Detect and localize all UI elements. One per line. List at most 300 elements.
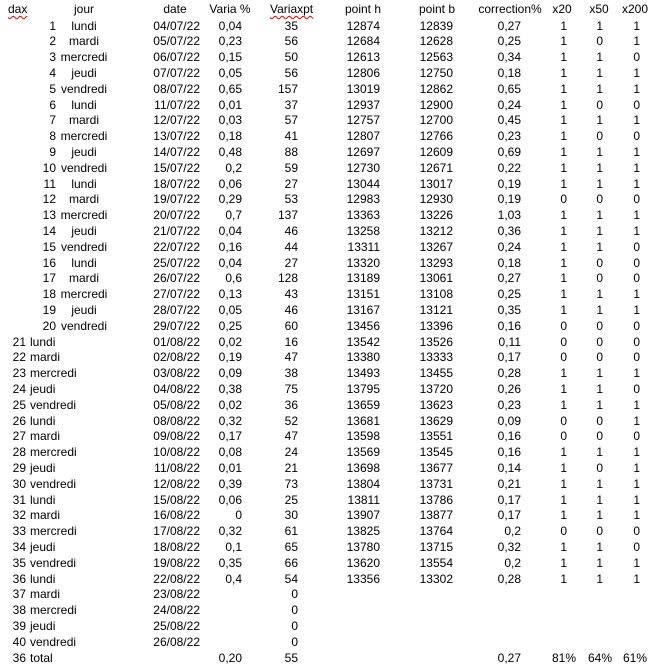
cell-variaxpt: 0 (258, 603, 298, 619)
cell-point-b: 12839 (413, 19, 453, 35)
cell-correction: 0,24 (476, 240, 521, 256)
cell-point-b (413, 619, 453, 635)
cell-point-h (340, 587, 380, 603)
table-row (0, 34, 669, 50)
cell-point-h: 13795 (340, 382, 380, 398)
cell-dax: 35 (0, 556, 26, 572)
cell-variaxpt: 56 (258, 34, 298, 50)
cell-correction: 0,18 (476, 66, 521, 82)
total-x200: 61% (619, 651, 647, 666)
table-row (0, 98, 669, 114)
cell-correction: 0,25 (476, 287, 521, 303)
cell-x20 (548, 635, 567, 651)
cell-jour: lundi (60, 98, 108, 114)
cell-x20: 1 (548, 161, 567, 177)
cell-dax: 6 (0, 98, 56, 114)
cell-x20: 1 (548, 382, 567, 398)
cell-date: 16/08/22 (140, 508, 200, 524)
cell-point-h: 12684 (340, 34, 380, 50)
cell-variaxpt: 24 (258, 445, 298, 461)
cell-point-b: 13061 (413, 271, 453, 287)
cell-dax: 15 (0, 240, 56, 256)
table-row (0, 129, 669, 145)
cell-x20: 1 (548, 145, 567, 161)
cell-dax: 2 (0, 34, 56, 50)
cell-point-b (413, 587, 453, 603)
cell-correction: 0,25 (476, 34, 521, 50)
cell-variaxpt: 50 (258, 50, 298, 66)
cell-point-b: 12609 (413, 145, 453, 161)
cell-point-h (340, 635, 380, 651)
cell-correction: 0,23 (476, 398, 521, 414)
cell-varia: 0,23 (200, 34, 242, 50)
cell-variaxpt: 38 (258, 366, 298, 382)
cell-point-b: 13554 (413, 556, 453, 572)
cell-x50: 1 (584, 445, 603, 461)
cell-point-h: 13189 (340, 271, 380, 287)
cell-x200: 0 (621, 271, 640, 287)
cell-x200: 1 (621, 461, 640, 477)
cell-correction: 0,17 (476, 350, 521, 366)
cell-x20: 1 (548, 287, 567, 303)
table-row (0, 224, 669, 240)
table-row (0, 192, 669, 208)
cell-variaxpt: 157 (258, 82, 298, 98)
cell-date: 25/08/22 (140, 619, 200, 635)
cell-correction: 0,19 (476, 192, 521, 208)
cell-x20: 0 (548, 335, 567, 351)
cell-correction: 0,11 (476, 335, 521, 351)
cell-x50: 1 (584, 493, 603, 509)
header-x50: x50 (588, 2, 610, 18)
cell-date: 29/07/22 (140, 319, 200, 335)
cell-x50: 0 (584, 98, 603, 114)
cell-date: 05/08/22 (140, 398, 200, 414)
cell-x50: 0 (584, 271, 603, 287)
cell-point-b: 13715 (413, 540, 453, 556)
cell-x200: 0 (621, 50, 640, 66)
cell-jour: jeudi (30, 619, 90, 635)
header-varia: Varia % (205, 2, 255, 18)
cell-dax: 14 (0, 224, 56, 240)
cell-variaxpt: 25 (258, 493, 298, 509)
cell-jour: mardi (60, 34, 108, 50)
cell-varia: 0,17 (200, 429, 242, 445)
cell-dax: 19 (0, 303, 56, 319)
cell-point-h: 13811 (340, 493, 380, 509)
cell-x200: 1 (621, 508, 640, 524)
cell-varia: 0,39 (200, 477, 242, 493)
cell-x50: 0 (584, 256, 603, 272)
cell-dax: 32 (0, 508, 26, 524)
cell-jour: jeudi (60, 66, 108, 82)
cell-point-h: 13151 (340, 287, 380, 303)
cell-x50: 1 (584, 19, 603, 35)
cell-x20: 1 (548, 508, 567, 524)
cell-varia: 0,04 (200, 256, 242, 272)
cell-jour: mardi (60, 192, 108, 208)
cell-dax: 25 (0, 398, 26, 414)
cell-point-b: 13121 (413, 303, 453, 319)
cell-x50: 0 (584, 335, 603, 351)
cell-point-h: 13542 (340, 335, 380, 351)
cell-variaxpt: 0 (258, 635, 298, 651)
table-row (0, 587, 669, 603)
cell-x200: 0 (621, 256, 640, 272)
cell-varia: 0,03 (200, 113, 242, 129)
cell-x50 (584, 587, 603, 603)
cell-date: 08/08/22 (140, 414, 200, 430)
cell-x20: 0 (548, 414, 567, 430)
cell-point-h: 13356 (340, 572, 380, 588)
cell-varia: 0,15 (200, 50, 242, 66)
table-row (0, 113, 669, 129)
cell-point-b: 12862 (413, 82, 453, 98)
cell-variaxpt: 46 (258, 224, 298, 240)
cell-jour: lundi (30, 414, 90, 430)
cell-x50 (584, 603, 603, 619)
cell-varia: 0,06 (200, 493, 242, 509)
cell-correction: 0,19 (476, 177, 521, 193)
cell-varia: 0,06 (200, 177, 242, 193)
cell-x20: 0 (548, 524, 567, 540)
cell-point-b: 12563 (413, 50, 453, 66)
cell-date: 10/08/22 (140, 445, 200, 461)
cell-point-h: 13620 (340, 556, 380, 572)
cell-varia: 0,32 (200, 414, 242, 430)
cell-date: 17/08/22 (140, 524, 200, 540)
cell-jour: mardi (30, 350, 90, 366)
cell-date: 15/07/22 (140, 161, 200, 177)
cell-date: 11/07/22 (140, 98, 200, 114)
cell-varia: 0,1 (200, 540, 242, 556)
cell-x200: 0 (621, 335, 640, 351)
cell-point-h: 12983 (340, 192, 380, 208)
cell-x50: 0 (584, 524, 603, 540)
cell-x20 (548, 587, 567, 603)
cell-x200: 1 (621, 224, 640, 240)
cell-point-h: 12874 (340, 19, 380, 35)
cell-variaxpt: 53 (258, 192, 298, 208)
cell-date: 09/08/22 (140, 429, 200, 445)
cell-varia: 0,32 (200, 524, 242, 540)
cell-date: 27/07/22 (140, 287, 200, 303)
cell-point-h (340, 603, 380, 619)
cell-jour: lundi (30, 493, 90, 509)
cell-point-h: 13019 (340, 82, 380, 98)
header-point-h: point h (338, 2, 388, 18)
cell-correction: 0,16 (476, 319, 521, 335)
cell-jour: lundi (60, 177, 108, 193)
cell-variaxpt: 0 (258, 619, 298, 635)
table-row (0, 366, 669, 382)
cell-point-h: 13044 (340, 177, 380, 193)
cell-date: 19/08/22 (140, 556, 200, 572)
cell-correction (476, 603, 521, 619)
cell-date: 15/08/22 (140, 493, 200, 509)
cell-x200: 1 (621, 145, 640, 161)
cell-jour: lundi (30, 572, 90, 588)
cell-date: 22/08/22 (140, 572, 200, 588)
cell-varia: 0,18 (200, 129, 242, 145)
cell-point-h: 13598 (340, 429, 380, 445)
cell-varia: 0,05 (200, 303, 242, 319)
cell-variaxpt: 47 (258, 429, 298, 445)
cell-x200: 0 (621, 382, 640, 398)
cell-x20: 1 (548, 208, 567, 224)
cell-dax: 29 (0, 461, 26, 477)
cell-correction: 0,16 (476, 445, 521, 461)
table-row (0, 414, 669, 430)
cell-date: 04/07/22 (140, 19, 200, 35)
cell-date: 19/07/22 (140, 192, 200, 208)
cell-dax: 40 (0, 635, 26, 651)
cell-variaxpt: 47 (258, 350, 298, 366)
cell-x200: 1 (621, 34, 640, 50)
cell-varia: 0,08 (200, 445, 242, 461)
cell-point-b: 13526 (413, 335, 453, 351)
cell-jour: lundi (30, 335, 90, 351)
cell-x20: 0 (548, 319, 567, 335)
cell-dax: 4 (0, 66, 56, 82)
cell-x50: 1 (584, 508, 603, 524)
cell-variaxpt: 54 (258, 572, 298, 588)
cell-date: 14/07/22 (140, 145, 200, 161)
cell-point-h: 13681 (340, 414, 380, 430)
cell-point-h: 12730 (340, 161, 380, 177)
cell-x20: 1 (548, 461, 567, 477)
cell-x200: 1 (621, 19, 640, 35)
cell-dax: 18 (0, 287, 56, 303)
cell-x20: 0 (548, 429, 567, 445)
total-correction: 0,27 (476, 651, 521, 666)
cell-x20: 1 (548, 224, 567, 240)
cell-dax: 10 (0, 161, 56, 177)
cell-point-b: 13720 (413, 382, 453, 398)
cell-point-h: 12937 (340, 98, 380, 114)
cell-dax: 21 (0, 335, 26, 351)
table-row (0, 508, 669, 524)
cell-x20: 1 (548, 540, 567, 556)
cell-jour: mercredi (30, 603, 90, 619)
cell-dax: 13 (0, 208, 56, 224)
cell-x200: 1 (621, 113, 640, 129)
total-variaxpt: 55 (258, 651, 298, 666)
table-row (0, 429, 669, 445)
total-x20: 81% (548, 651, 576, 666)
cell-jour: mardi (30, 587, 90, 603)
cell-varia: 0,04 (200, 19, 242, 35)
cell-correction: 0,16 (476, 429, 521, 445)
cell-point-b: 13677 (413, 461, 453, 477)
header-dax: dax (8, 2, 38, 18)
cell-varia: 0,05 (200, 66, 242, 82)
cell-x20: 1 (548, 256, 567, 272)
cell-variaxpt: 59 (258, 161, 298, 177)
table-row (0, 256, 669, 272)
total-x50: 64% (584, 651, 612, 666)
cell-x20: 1 (548, 493, 567, 509)
cell-date: 20/07/22 (140, 208, 200, 224)
table-row (0, 540, 669, 556)
cell-correction: 0,2 (476, 556, 521, 572)
cell-point-b: 13623 (413, 398, 453, 414)
cell-correction: 0,27 (476, 271, 521, 287)
cell-point-b: 13731 (413, 477, 453, 493)
table-row (0, 398, 669, 414)
cell-x50: 1 (584, 161, 603, 177)
cell-variaxpt: 56 (258, 66, 298, 82)
cell-point-b: 13764 (413, 524, 453, 540)
cell-point-h: 13380 (340, 350, 380, 366)
cell-dax: 26 (0, 414, 26, 430)
cell-x20: 1 (548, 34, 567, 50)
cell-x50: 0 (584, 34, 603, 50)
cell-jour: vendredi (30, 635, 90, 651)
cell-point-b: 13226 (413, 208, 453, 224)
cell-variaxpt: 52 (258, 414, 298, 430)
cell-variaxpt: 36 (258, 398, 298, 414)
cell-x20: 1 (548, 303, 567, 319)
cell-x200: 1 (621, 493, 640, 509)
table-row (0, 271, 669, 287)
cell-x200: 1 (621, 398, 640, 414)
cell-jour: lundi (60, 256, 108, 272)
cell-dax: 1 (0, 19, 56, 35)
cell-point-h: 13659 (340, 398, 380, 414)
cell-jour: mercredi (60, 208, 108, 224)
table-row (0, 619, 669, 635)
cell-dax: 33 (0, 524, 26, 540)
header-x20: x20 (552, 2, 572, 18)
cell-varia (200, 603, 242, 619)
cell-varia (200, 587, 242, 603)
cell-x20: 1 (548, 477, 567, 493)
cell-x200 (621, 603, 640, 619)
cell-date: 03/08/22 (140, 366, 200, 382)
total-count: 36 (0, 651, 26, 666)
cell-x200: 1 (621, 82, 640, 98)
cell-point-b: 13545 (413, 445, 453, 461)
cell-varia: 0,6 (200, 271, 242, 287)
cell-correction: 0,36 (476, 224, 521, 240)
cell-varia: 0,04 (200, 224, 242, 240)
cell-jour: jeudi (60, 145, 108, 161)
cell-jour: vendredi (60, 82, 108, 98)
cell-varia: 0,13 (200, 287, 242, 303)
cell-point-h: 13258 (340, 224, 380, 240)
cell-variaxpt: 35 (258, 19, 298, 35)
cell-varia: 0,16 (200, 240, 242, 256)
cell-point-b (413, 603, 453, 619)
cell-point-b: 13877 (413, 508, 453, 524)
table-row (0, 145, 669, 161)
cell-point-h: 13456 (340, 319, 380, 335)
cell-jour: vendredi (60, 319, 108, 335)
cell-x50: 0 (584, 129, 603, 145)
cell-jour: vendredi (60, 240, 108, 256)
cell-variaxpt: 66 (258, 556, 298, 572)
cell-correction: 0,65 (476, 82, 521, 98)
cell-jour: mardi (60, 271, 108, 287)
cell-jour: mercredi (60, 287, 108, 303)
cell-variaxpt: 88 (258, 145, 298, 161)
table-row (0, 50, 669, 66)
header-correction: correction% (476, 2, 544, 18)
cell-date: 26/08/22 (140, 635, 200, 651)
cell-date: 01/08/22 (140, 335, 200, 351)
cell-correction: 0,23 (476, 129, 521, 145)
cell-correction: 0,21 (476, 477, 521, 493)
cell-x50: 1 (584, 366, 603, 382)
cell-x50: 1 (584, 113, 603, 129)
cell-varia: 0 (200, 508, 242, 524)
cell-varia: 0,48 (200, 145, 242, 161)
cell-date: 22/07/22 (140, 240, 200, 256)
cell-point-b: 13396 (413, 319, 453, 335)
cell-x50: 1 (584, 240, 603, 256)
cell-x200: 1 (621, 556, 640, 572)
cell-correction: 0,27 (476, 19, 521, 35)
table-row (0, 335, 669, 351)
cell-date: 07/07/22 (140, 66, 200, 82)
cell-x50: 1 (584, 398, 603, 414)
cell-x50: 1 (584, 50, 603, 66)
cell-x20: 1 (548, 271, 567, 287)
cell-jour: mercredi (30, 366, 90, 382)
cell-date: 05/07/22 (140, 34, 200, 50)
cell-variaxpt: 44 (258, 240, 298, 256)
cell-x200: 1 (621, 66, 640, 82)
cell-x200: 1 (621, 477, 640, 493)
cell-dax: 8 (0, 129, 56, 145)
cell-dax: 17 (0, 271, 56, 287)
cell-date: 04/08/22 (140, 382, 200, 398)
cell-point-b: 13017 (413, 177, 453, 193)
cell-point-b: 13629 (413, 414, 453, 430)
cell-dax: 20 (0, 319, 56, 335)
cell-x200: 1 (621, 414, 640, 430)
cell-dax: 16 (0, 256, 56, 272)
cell-x20: 1 (548, 366, 567, 382)
cell-correction: 0,32 (476, 540, 521, 556)
cell-jour: jeudi (60, 303, 108, 319)
cell-varia: 0,38 (200, 382, 242, 398)
cell-correction: 0,18 (476, 256, 521, 272)
cell-variaxpt: 30 (258, 508, 298, 524)
cell-varia: 0,25 (200, 319, 242, 335)
table-row (0, 208, 669, 224)
cell-point-h: 13167 (340, 303, 380, 319)
total-varia: 0,20 (200, 651, 242, 666)
cell-correction: 0,35 (476, 303, 521, 319)
cell-varia: 0,02 (200, 398, 242, 414)
cell-x50: 1 (584, 287, 603, 303)
cell-x200: 0 (621, 540, 640, 556)
cell-correction (476, 619, 521, 635)
cell-x50: 1 (584, 66, 603, 82)
cell-point-h: 13363 (340, 208, 380, 224)
cell-point-b: 12700 (413, 113, 453, 129)
cell-correction: 0,28 (476, 572, 521, 588)
cell-variaxpt: 21 (258, 461, 298, 477)
table-row (0, 287, 669, 303)
cell-variaxpt: 57 (258, 113, 298, 129)
table-row (0, 635, 669, 651)
header-jour: jour (60, 2, 108, 18)
cell-x50: 1 (584, 556, 603, 572)
cell-point-b: 13786 (413, 493, 453, 509)
